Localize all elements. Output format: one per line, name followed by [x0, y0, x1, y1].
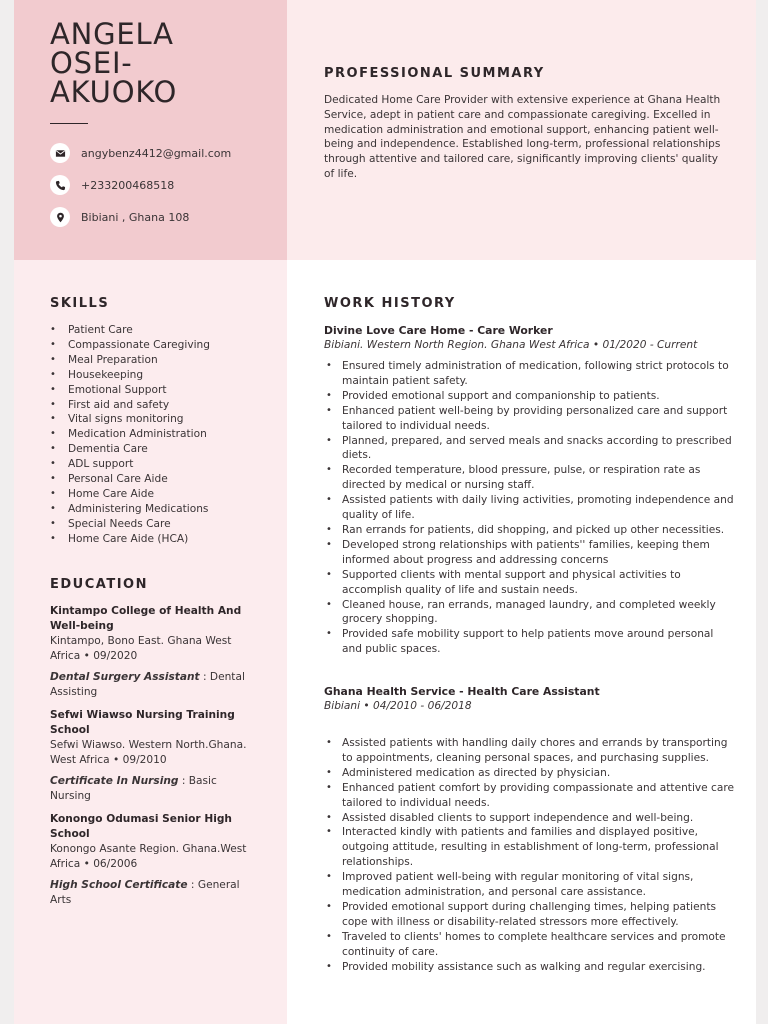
phone-icon: [50, 175, 70, 195]
job-duty: • Enhanced patient well-being by providing personalized care and support tailored to individual needs.: [324, 404, 734, 434]
job-duty: • Planned, prepared, and served meals and snacks according to prescribed diets.: [324, 434, 734, 464]
skill-item: • Compassionate Caregiving: [50, 338, 280, 353]
degree-title: Certificate In Nursing: [50, 775, 179, 787]
job-duty: • Developed strong relationships with patients'' families, keeping them informed about progress and addressing concerns: [324, 538, 734, 568]
job-duty: • Provided emotional support during challenging times, helping patients cope with illness or disability-related stressors more effectively.: [324, 900, 734, 930]
name-line-3: AKUOKO: [50, 75, 178, 109]
phone-text: +233200468518: [81, 178, 175, 192]
skill-item: • Administering Medications: [50, 502, 280, 517]
school-name: Sefwi Wiawso Nursing Training School: [50, 709, 235, 736]
job-location: Bibiani. Western North Region. Ghana West Africa • 01/2020 - Current: [324, 339, 698, 351]
degree: Certificate In Nursing : Basic Nursing: [50, 775, 217, 802]
candidate-name: [50, 17, 178, 109]
skill-item: • First aid and safety: [50, 398, 280, 413]
job-duty: • Improved patient well-being with regular monitoring of vital signs, medication administration, and personal care assistance.: [324, 870, 734, 900]
skill-item: • Emotional Support: [50, 383, 280, 398]
job-duty: • Provided emotional support and companionship to patients.: [324, 389, 734, 404]
skill-item: • Patient Care: [50, 323, 280, 338]
skill-item: • Special Needs Care: [50, 517, 280, 532]
skill-item: • Home Care Aide: [50, 487, 280, 502]
job-duty: • Assisted disabled clients to support independence and well-being.: [324, 811, 734, 826]
education-title: EDUCATION: [50, 577, 148, 592]
envelope-icon: [50, 143, 70, 163]
degree-field: General Arts: [50, 879, 240, 906]
work-history-title: WORK HISTORY: [324, 296, 456, 311]
resume-page: [14, 0, 756, 1024]
skill-item: • Home Care Aide (HCA): [50, 532, 280, 547]
job-duties: [324, 359, 734, 657]
skill-item: • Personal Care Aide: [50, 472, 280, 487]
education-entry: [50, 708, 255, 804]
school-location: Sefwi Wiawso. Western North.Ghana. West Africa • 09/2010: [50, 739, 247, 766]
education-list: [50, 604, 255, 916]
job-duty: • Provided mobility assistance such as walking and regular exercising.: [324, 960, 734, 975]
degree-field: Basic Nursing: [50, 775, 217, 802]
job-duty: • Interacted kindly with patients and families and displayed positive, outgoing attitude, resulting in establishment of long-term, professional relationships.: [324, 825, 734, 870]
job-duty: • Supported clients with mental support and physical activities to accomplish quality of life and sustain needs.: [324, 568, 734, 598]
skill-item: • Medication Administration: [50, 427, 280, 442]
summary-title: PROFESSIONAL SUMMARY: [324, 66, 545, 81]
skills-list: [50, 323, 280, 547]
job-duty: • Assisted patients with handling daily chores and errands by transporting to appointments, cleaning personal spaces, and purchasing supplies.: [324, 736, 734, 766]
skills-title: SKILLS: [50, 296, 110, 311]
contact-phone[interactable]: [50, 174, 280, 196]
school-name: Konongo Odumasi Senior High School: [50, 813, 232, 840]
email-text: angybenz4412@gmail.com: [81, 146, 232, 160]
school-location: Kintampo, Bono East. Ghana West Africa • 09/2020: [50, 635, 232, 662]
map-pin-icon: [50, 207, 70, 227]
name-line-2: OSEI-: [50, 46, 133, 80]
name-divider: [50, 123, 88, 124]
skill-item: • Housekeeping: [50, 368, 280, 383]
job-entry: [324, 323, 734, 657]
job-duty: • Ran errands for patients, did shopping, and picked up other necessities.: [324, 523, 734, 538]
education-entry: [50, 604, 255, 700]
name-line-1: ANGELA: [50, 17, 174, 51]
school-name: Kintampo College of Health And Well-being: [50, 605, 242, 632]
job-duty: • Cleaned house, ran errands, managed laundry, and completed weekly grocery shopping.: [324, 598, 734, 628]
job-title: Ghana Health Service - Health Care Assistant: [324, 685, 600, 698]
job-entry: [324, 684, 734, 975]
degree-title: Dental Surgery Assistant: [50, 671, 200, 683]
education-entry: [50, 812, 255, 908]
contact-location: [50, 206, 280, 228]
school-location: Konongo Asante Region. Ghana.West Africa • 06/2006: [50, 843, 247, 870]
job-location: Bibiani • 04/2010 - 06/2018: [324, 700, 472, 712]
degree: Dental Surgery Assistant : Dental Assisting: [50, 671, 245, 698]
job-duty: • Assisted patients with daily living activities, promoting independence and quality of life.: [324, 493, 734, 523]
job-duty: • Recorded temperature, blood pressure, pulse, or respiration rate as directed by medical or nursing staff.: [324, 463, 734, 493]
skill-item: • Dementia Care: [50, 442, 280, 457]
job-duty: • Ensured timely administration of medication, following strict protocols to maintain patient safety.: [324, 359, 734, 389]
skill-item: • Meal Preparation: [50, 353, 280, 368]
job-title: Divine Love Care Home - Care Worker: [324, 324, 553, 337]
contact-email[interactable]: [50, 142, 280, 164]
degree: High School Certificate : General Arts: [50, 879, 240, 906]
job-duty: • Administered medication as directed by physician.: [324, 766, 734, 781]
job-duties: [324, 736, 734, 975]
job-duty: • Enhanced patient comfort by providing compassionate and attentive care tailored to individual needs.: [324, 781, 734, 811]
skill-item: • Vital signs monitoring: [50, 412, 280, 427]
job-duty: • Traveled to clients' homes to complete healthcare services and promote continuity of care.: [324, 930, 734, 960]
skill-item: • ADL support: [50, 457, 280, 472]
location-text: Bibiani , Ghana 108: [81, 210, 190, 224]
summary-text: Dedicated Home Care Provider with extensive experience at Ghana Health Service, adept in patient care and compassionate caregiving. Excelled in medication administration and emotional support, enhancing patient well-being and independence. Established long-term, professional relationships through attentive and tailored care, significantly improving clients' quality of life.: [324, 94, 721, 180]
degree-title: High School Certificate: [50, 879, 188, 891]
job-duty: • Provided safe mobility support to help patients move around personal and public spaces.: [324, 627, 734, 657]
degree-field: Dental Assisting: [50, 671, 245, 698]
